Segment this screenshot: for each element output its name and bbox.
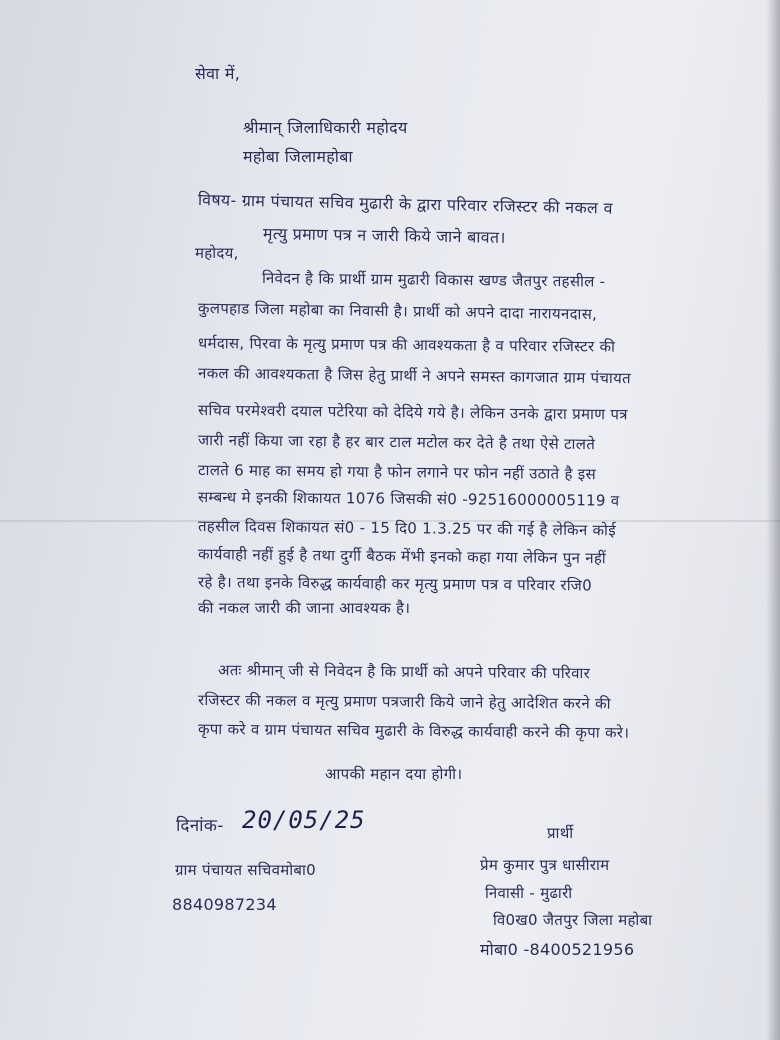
body-line-2: कुलपहाड जिला महोबा का निवासी है। प्रार्थी को अपने दादा नारायनदास, — [197, 299, 598, 324]
body-line-5: सचिव परमेश्वरी दयाल पटेरिया को देदिये गये है। लेकिन उनके द्वारा प्रमाण पत्र — [197, 401, 628, 424]
body-line-9: तहसील दिवस शिकायत सं0 - 15 दि0 1.3.25 पर की गई है लेकिन कोई — [197, 517, 617, 540]
subject-line-2: मृत्यु प्रमाण पत्र न जारी किये जाने बावत। — [262, 224, 506, 247]
body-line-8: सम्बन्ध मे इनकी शिकायत 1076 जिसकी सं0 -92516000005119 व — [197, 488, 620, 510]
date-label: दिनांक- — [176, 816, 224, 836]
body-line-7: टालते 6 माह का समय हो गया है फोन लगाने पर फोन नहीं उठाते है इस — [197, 461, 597, 484]
body-line-3: धर्मदास, पिरवा के मृत्यु प्रमाण पत्र की आवश्यकता है व परिवार रजिस्टर की — [197, 334, 616, 356]
greeting: महोदय, — [195, 244, 239, 262]
addressee-line-1: श्रीमान् जिलाधिकारी महोदय — [243, 118, 408, 137]
applicant-block: वि0ख0 जैतपुर जिला महोबा — [493, 911, 653, 929]
closing-line-2: रजिस्टर की नकल व मृत्यु प्रमाण पत्रजारी किये जाने हेतु आदेशित करने की — [197, 691, 611, 713]
closing-line-1: अतः श्रीमान् जी से निवेदन है कि प्रार्थी को अपने परिवार की परिवार — [217, 661, 591, 683]
secretary-label: ग्राम पंचायत सचिवमोबा0 — [175, 861, 316, 879]
addressee-line-2: महोबा जिलामहोबा — [243, 147, 353, 166]
subject-line-1: विषय- ग्राम पंचायत सचिव मुढारी के द्वारा परिवार रजिस्टर की नकल व — [197, 190, 613, 218]
date-value: 20/05/25 — [242, 806, 366, 834]
applicant-name: प्रेम कुमार पुत्र धासीराम — [480, 856, 610, 874]
thanks-line: आपकी महान दया होगी। — [325, 765, 463, 783]
body-line-12: की नकल जारी की जाना आवश्यक है। — [198, 599, 411, 617]
body-line-10: कार्यवाही नहीं हुई है तथा दुर्गी बैठक मेंभी इनको कहा गया लेकिन पुन नहीं — [197, 545, 607, 568]
secretary-phone: 8840987234 — [172, 895, 277, 914]
body-line-11: रहे है। तथा इनके विरुद्ध कार्यवाही कर मृत्यु प्रमाण पत्र व परिवार रजि0 — [197, 573, 593, 595]
applicant-label: प्रार्थी — [547, 824, 574, 842]
body-line-4: नकल की आवश्यकता है जिस हेतु प्रार्थी ने अपने समस्त कागजात ग्राम पंचायत — [197, 364, 632, 388]
body-line-1: निवेदन है कि प्रार्थी ग्राम मुढारी विकास खण्ड जैतपुर तहसील - — [261, 269, 606, 291]
applicant-residence: निवासी - मुढारी — [485, 884, 573, 902]
applicant-mobile: मोबा0 -8400521956 — [480, 940, 635, 959]
closing-line-3: कृपा करे व ग्राम पंचायत सचिव मुढारी के विरुद्ध कार्यवाही करने की कृपा करे। — [197, 720, 630, 742]
salutation-to: सेवा में, — [195, 64, 241, 83]
body-line-6: जारी नहीं किया जा रहा है हर बार टाल मटोल कर देते है तथा ऐसे टालते — [197, 431, 596, 454]
paper-edge-shadow — [766, 0, 780, 1040]
